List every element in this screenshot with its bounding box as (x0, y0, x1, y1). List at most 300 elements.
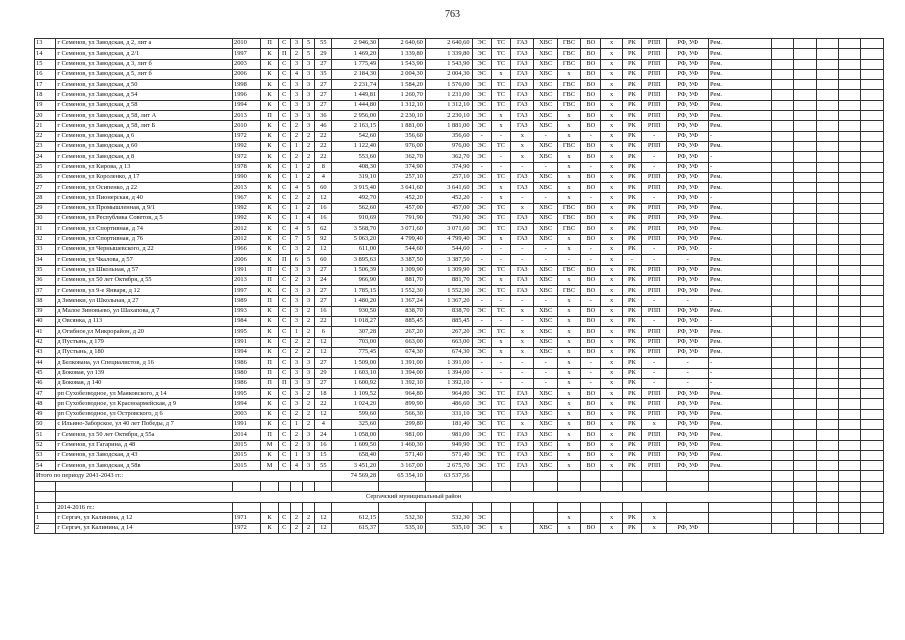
table-cell: - (511, 368, 534, 378)
table-cell: Рем. (709, 49, 772, 59)
table-cell: 1991 (233, 419, 261, 429)
table-cell: 976,00 (425, 141, 472, 151)
table-cell: ЭС (472, 203, 491, 213)
table-cell: х (491, 69, 510, 79)
table-cell: - (581, 378, 601, 388)
empty-cell (622, 481, 641, 491)
table-cell: ГАЗ (511, 111, 534, 121)
table-cell: 1 339,80 (425, 49, 472, 59)
table-cell: РФ, УФ (667, 461, 709, 471)
table-cell: 2003 (233, 59, 261, 69)
table-cell: 60 (315, 183, 332, 193)
table-cell: 3 (290, 368, 302, 378)
table-cell: РК (622, 100, 641, 110)
table-cell: 1 (290, 327, 302, 337)
empty-cell (511, 481, 534, 491)
table-cell: д Огибное,ул Микрорайон, д 20 (56, 327, 233, 337)
table-cell: 55 (315, 461, 332, 471)
table-cell: К (261, 255, 278, 265)
empty-cell (816, 193, 838, 203)
empty-cell (794, 244, 816, 254)
table-cell: 37 (35, 286, 56, 296)
table-cell: ТС (491, 100, 510, 110)
table-cell: - (581, 255, 601, 265)
table-cell: х (601, 337, 622, 347)
table-cell: 34 (35, 255, 56, 265)
table-row (35, 306, 884, 316)
empty-cell (861, 440, 884, 450)
empty-cell (303, 503, 315, 513)
empty-cell (667, 481, 709, 491)
table-cell: х (601, 80, 622, 90)
table-cell: Рем. (709, 59, 772, 69)
table-cell: г Семенов, ул Спортивная, д 74 (56, 224, 233, 234)
table-cell: 3 (290, 59, 302, 69)
table-cell: ТС (491, 306, 510, 316)
table-cell: ТС (491, 327, 510, 337)
table-cell: 1998 (233, 80, 261, 90)
empty-cell (772, 49, 794, 59)
table-cell: РК (622, 523, 641, 533)
table-cell: х (601, 409, 622, 419)
table-cell: - (491, 244, 510, 254)
table-cell: х (642, 513, 667, 523)
table-cell: 356,60 (379, 131, 426, 141)
table-cell: 25 (35, 162, 56, 172)
table-cell: РФ, УФ (667, 399, 709, 409)
table-cell: 3 (303, 121, 315, 131)
empty-cell (838, 193, 860, 203)
table-cell: ТС (491, 172, 510, 182)
table-cell: ГВС (557, 100, 580, 110)
empty-cell (816, 172, 838, 182)
table-cell: х (601, 39, 622, 49)
empty-cell (816, 409, 838, 419)
table-cell: ГАЗ (511, 430, 534, 440)
table-cell: РК (622, 183, 641, 193)
table-cell: 5 063,20 (332, 234, 379, 244)
table-cell: ГВС (557, 265, 580, 275)
table-cell: РК (622, 347, 641, 357)
table-cell: С (278, 337, 290, 347)
empty-cell (794, 275, 816, 285)
table-cell: 2 (303, 193, 315, 203)
table-cell: ЭС (472, 450, 491, 460)
table-cell: ХВС (534, 141, 557, 151)
table-cell: ХВС (534, 450, 557, 460)
table-cell: ЭС (472, 389, 491, 399)
table-cell: 6 (315, 327, 332, 337)
empty-cell (861, 286, 884, 296)
table-cell: 39 (35, 306, 56, 316)
empty-cell (794, 389, 816, 399)
empty-cell (794, 430, 816, 440)
table-cell: 2 (290, 440, 302, 450)
table-cell: 2 (303, 152, 315, 162)
table-cell: 24 (35, 152, 56, 162)
table-cell: ВО (581, 389, 601, 399)
table-cell: 257,10 (425, 172, 472, 182)
table-cell: 374,90 (425, 162, 472, 172)
table-cell: ВО (581, 523, 601, 533)
empty-cell (772, 141, 794, 151)
table-cell: - (709, 358, 772, 368)
table-cell: РК (622, 306, 641, 316)
table-cell: РК (622, 440, 641, 450)
table-cell: 1972 (233, 152, 261, 162)
table-cell: 16 (315, 440, 332, 450)
table-cell: 3 (290, 265, 302, 275)
table-cell: - (472, 358, 491, 368)
table-cell: 3 895,63 (332, 255, 379, 265)
table-cell: 1986 (233, 378, 261, 388)
table-cell: ХВС (534, 121, 557, 131)
empty-cell (794, 255, 816, 265)
empty-cell (838, 275, 860, 285)
table-cell: х (511, 141, 534, 151)
table-cell: х (557, 275, 580, 285)
table-cell: 18 (35, 90, 56, 100)
table-cell: 3 (303, 440, 315, 450)
table-cell: д Пустынь, д 180 (56, 347, 233, 357)
table-cell: 22 (315, 317, 332, 327)
empty-cell (35, 481, 56, 491)
table-cell: х (557, 317, 580, 327)
table-cell: РФ, УФ (667, 347, 709, 357)
empty-cell (838, 121, 860, 131)
table-cell: 3 (290, 358, 302, 368)
table-cell: 1971 (233, 513, 261, 523)
table-cell: 2 (303, 513, 315, 523)
table-cell: ТС (491, 399, 510, 409)
empty-cell (838, 419, 860, 429)
table-cell: К (261, 131, 278, 141)
table-cell: 6 (290, 255, 302, 265)
empty-cell (861, 265, 884, 275)
table-cell: ГАЗ (511, 409, 534, 419)
table-cell: ЭС (472, 183, 491, 193)
empty-cell (794, 450, 816, 460)
table-cell: 29 (35, 203, 56, 213)
empty-cell (772, 59, 794, 69)
table-cell: х (557, 399, 580, 409)
table-cell: х (601, 399, 622, 409)
table-cell: К (261, 214, 278, 224)
table-cell: ВО (581, 90, 601, 100)
empty-cell (772, 286, 794, 296)
table-cell: 2 (290, 513, 302, 523)
table-cell: рп Сухобезводное, ул Красноармейская, д 9 (56, 399, 233, 409)
table-cell: ГАЗ (511, 275, 534, 285)
empty-cell (861, 317, 884, 327)
table-cell: 4 (290, 69, 302, 79)
empty-cell (816, 337, 838, 347)
table-cell: 362,70 (379, 152, 426, 162)
table-cell: ТС (491, 224, 510, 234)
table-cell: х (557, 368, 580, 378)
table-cell: 4 (315, 419, 332, 429)
empty-cell (816, 183, 838, 193)
table-cell: С (278, 80, 290, 90)
table-cell: 658,40 (332, 450, 379, 460)
table-cell: ЭС (472, 306, 491, 316)
table-cell: д Белкована, ул Специалистов, д 16 (56, 358, 233, 368)
empty-cell (772, 450, 794, 460)
table-cell: 1994 (233, 347, 261, 357)
table-cell: 55 (315, 39, 332, 49)
empty-cell (838, 39, 860, 49)
table-cell: Рем. (709, 265, 772, 275)
table-cell: ТС (491, 49, 510, 59)
empty-cell (816, 347, 838, 357)
table-cell: 27 (315, 90, 332, 100)
table-cell: 267,20 (379, 327, 426, 337)
table-cell: 2 (303, 327, 315, 337)
table-cell: Рем. (709, 80, 772, 90)
empty-cell (772, 193, 794, 203)
table-cell: 2 (290, 523, 302, 533)
table-cell: ВО (581, 347, 601, 357)
empty-cell (861, 172, 884, 182)
table-cell: х (557, 378, 580, 388)
empty-cell (379, 503, 426, 513)
empty-cell (838, 141, 860, 151)
table-cell: ГАЗ (511, 265, 534, 275)
table-cell: 535,10 (425, 523, 472, 533)
table-cell: К (261, 450, 278, 460)
table-cell: - (534, 296, 557, 306)
table-cell (511, 513, 534, 523)
table-cell: 21 (35, 121, 56, 131)
empty-cell (581, 503, 601, 513)
table-cell: - (581, 193, 601, 203)
table-cell: - (667, 255, 709, 265)
table-cell: х (557, 347, 580, 357)
empty-cell (794, 152, 816, 162)
table-cell: 976,00 (379, 141, 426, 151)
empty-cell (772, 523, 794, 533)
table-cell (709, 513, 772, 523)
table-cell: - (472, 317, 491, 327)
table-cell: ЭС (472, 59, 491, 69)
table-cell: Рем. (709, 409, 772, 419)
table-cell: х (601, 193, 622, 203)
table-cell: Рем. (709, 306, 772, 316)
table-cell: х (601, 368, 622, 378)
table-cell: ХВС (534, 430, 557, 440)
empty-cell (816, 234, 838, 244)
table-cell: х (557, 244, 580, 254)
empty-cell (794, 49, 816, 59)
table-cell: х (511, 306, 534, 316)
table-cell: 3 (290, 389, 302, 399)
table-cell: 408,30 (332, 162, 379, 172)
empty-cell (816, 255, 838, 265)
table-cell: 1967 (233, 193, 261, 203)
table-cell: К (261, 90, 278, 100)
table-row (35, 461, 884, 471)
empty-cell (581, 481, 601, 491)
empty-cell (838, 59, 860, 69)
table-cell: РПП (642, 141, 667, 151)
empty-cell (772, 265, 794, 275)
table-row (35, 49, 884, 59)
table-cell: 29 (315, 49, 332, 59)
table-cell: 33 (35, 244, 56, 254)
table-cell: 29 (315, 368, 332, 378)
table-cell: - (581, 358, 601, 368)
table-cell: - (472, 255, 491, 265)
table-cell: С (278, 368, 290, 378)
table-cell: 1 449,81 (332, 90, 379, 100)
table-row (35, 430, 884, 440)
table-cell: х (601, 214, 622, 224)
empty-cell (667, 471, 709, 481)
table-cell: 1 (290, 172, 302, 182)
table-cell: ХВС (534, 286, 557, 296)
table-cell: 32 (35, 234, 56, 244)
table-cell: х (557, 152, 580, 162)
empty-cell (838, 234, 860, 244)
empty-cell (816, 286, 838, 296)
empty-cell (816, 306, 838, 316)
table-cell: 20 (35, 111, 56, 121)
empty-cell (772, 409, 794, 419)
table-cell: 374,90 (379, 162, 426, 172)
table-cell: х (601, 461, 622, 471)
table-cell: К (261, 141, 278, 151)
table-cell: 3 641,60 (425, 183, 472, 193)
empty-cell (472, 471, 491, 481)
table-cell: Рем. (709, 399, 772, 409)
table-cell: М (261, 461, 278, 471)
table-cell: 45 (35, 368, 56, 378)
table-row (35, 162, 884, 172)
table-cell: 3 (303, 461, 315, 471)
table-cell: 3 (303, 378, 315, 388)
table-cell: 5 (303, 39, 315, 49)
table-cell: ХВС (534, 152, 557, 162)
table-cell: С (278, 100, 290, 110)
empty-cell (838, 513, 860, 523)
table-cell: х (601, 265, 622, 275)
table-row (35, 59, 884, 69)
empty-cell (816, 80, 838, 90)
table-cell: 964,80 (379, 389, 426, 399)
total-value: 63 537,56 (425, 471, 472, 481)
empty-cell (794, 162, 816, 172)
table-cell: 3 (290, 317, 302, 327)
table-cell: - (709, 162, 772, 172)
table-cell: 46 (35, 378, 56, 388)
empty-cell (838, 471, 860, 481)
table-cell: - (642, 162, 667, 172)
table-cell: 38 (35, 296, 56, 306)
table-cell: 12 (315, 193, 332, 203)
table-cell: 2 (290, 152, 302, 162)
table-cell: 12 (315, 244, 332, 254)
table-cell: ХВС (534, 399, 557, 409)
table-cell: РК (622, 430, 641, 440)
table-cell: П (261, 111, 278, 121)
empty-cell (816, 461, 838, 471)
table-cell: 1 309,90 (379, 265, 426, 275)
table-cell: Рем. (709, 430, 772, 440)
table-cell: - (642, 131, 667, 141)
table-cell: 3 (290, 244, 302, 254)
table-cell: ХВС (534, 317, 557, 327)
empty-cell (772, 244, 794, 254)
table-cell: РФ, УФ (667, 224, 709, 234)
empty-cell (816, 69, 838, 79)
table-cell: РК (622, 203, 641, 213)
table-cell: ЭС (472, 69, 491, 79)
table-cell: - (491, 358, 510, 368)
table-cell: - (472, 296, 491, 306)
table-cell: РК (622, 244, 641, 254)
table-cell: 319,10 (332, 172, 379, 182)
subsection-row (35, 503, 884, 513)
table-cell: РК (622, 317, 641, 327)
table-cell: 27 (315, 358, 332, 368)
table-cell: х (601, 378, 622, 388)
empty-cell (816, 90, 838, 100)
empty-cell (794, 461, 816, 471)
table-cell: РФ, УФ (667, 193, 709, 203)
table-cell: г Сергач, ул Калинина, д 14 (56, 523, 233, 533)
table-cell (709, 523, 772, 533)
table-cell: г Семенов, ул Заводская, д 43 (56, 450, 233, 460)
empty-cell (861, 80, 884, 90)
table-row (35, 234, 884, 244)
table-cell: РК (622, 358, 641, 368)
table-cell: - (642, 255, 667, 265)
empty-cell (861, 296, 884, 306)
table-cell: 981,00 (425, 430, 472, 440)
table-cell: Рем. (709, 39, 772, 49)
table-cell: Рем. (709, 419, 772, 429)
table-cell: ГАЗ (511, 80, 534, 90)
table-cell: 30 (35, 214, 56, 224)
table-cell: ЭС (472, 347, 491, 357)
table-cell: РФ, УФ (667, 306, 709, 316)
empty-cell (772, 152, 794, 162)
table-cell: ЭС (472, 513, 491, 523)
empty-cell (838, 492, 860, 503)
table-cell: х (557, 162, 580, 172)
table-cell: С (278, 172, 290, 182)
table-cell: К (261, 49, 278, 59)
table-cell: РФ, УФ (667, 450, 709, 460)
table-cell: РФ, УФ (667, 121, 709, 131)
empty-cell (601, 481, 622, 491)
table-cell: ХВС (534, 461, 557, 471)
table-cell: ГАЗ (511, 69, 534, 79)
table-cell: РФ, УФ (667, 172, 709, 182)
table-cell: х (557, 523, 580, 533)
table-cell: ТС (491, 141, 510, 151)
table-cell: РК (622, 152, 641, 162)
table-cell: - (642, 193, 667, 203)
empty-cell (794, 317, 816, 327)
table-cell: РК (622, 224, 641, 234)
table-cell: РК (622, 111, 641, 121)
table-cell: 2 (290, 121, 302, 131)
table-cell: - (642, 152, 667, 162)
empty-cell (816, 503, 838, 513)
empty-cell (816, 317, 838, 327)
table-cell: ЭС (472, 90, 491, 100)
